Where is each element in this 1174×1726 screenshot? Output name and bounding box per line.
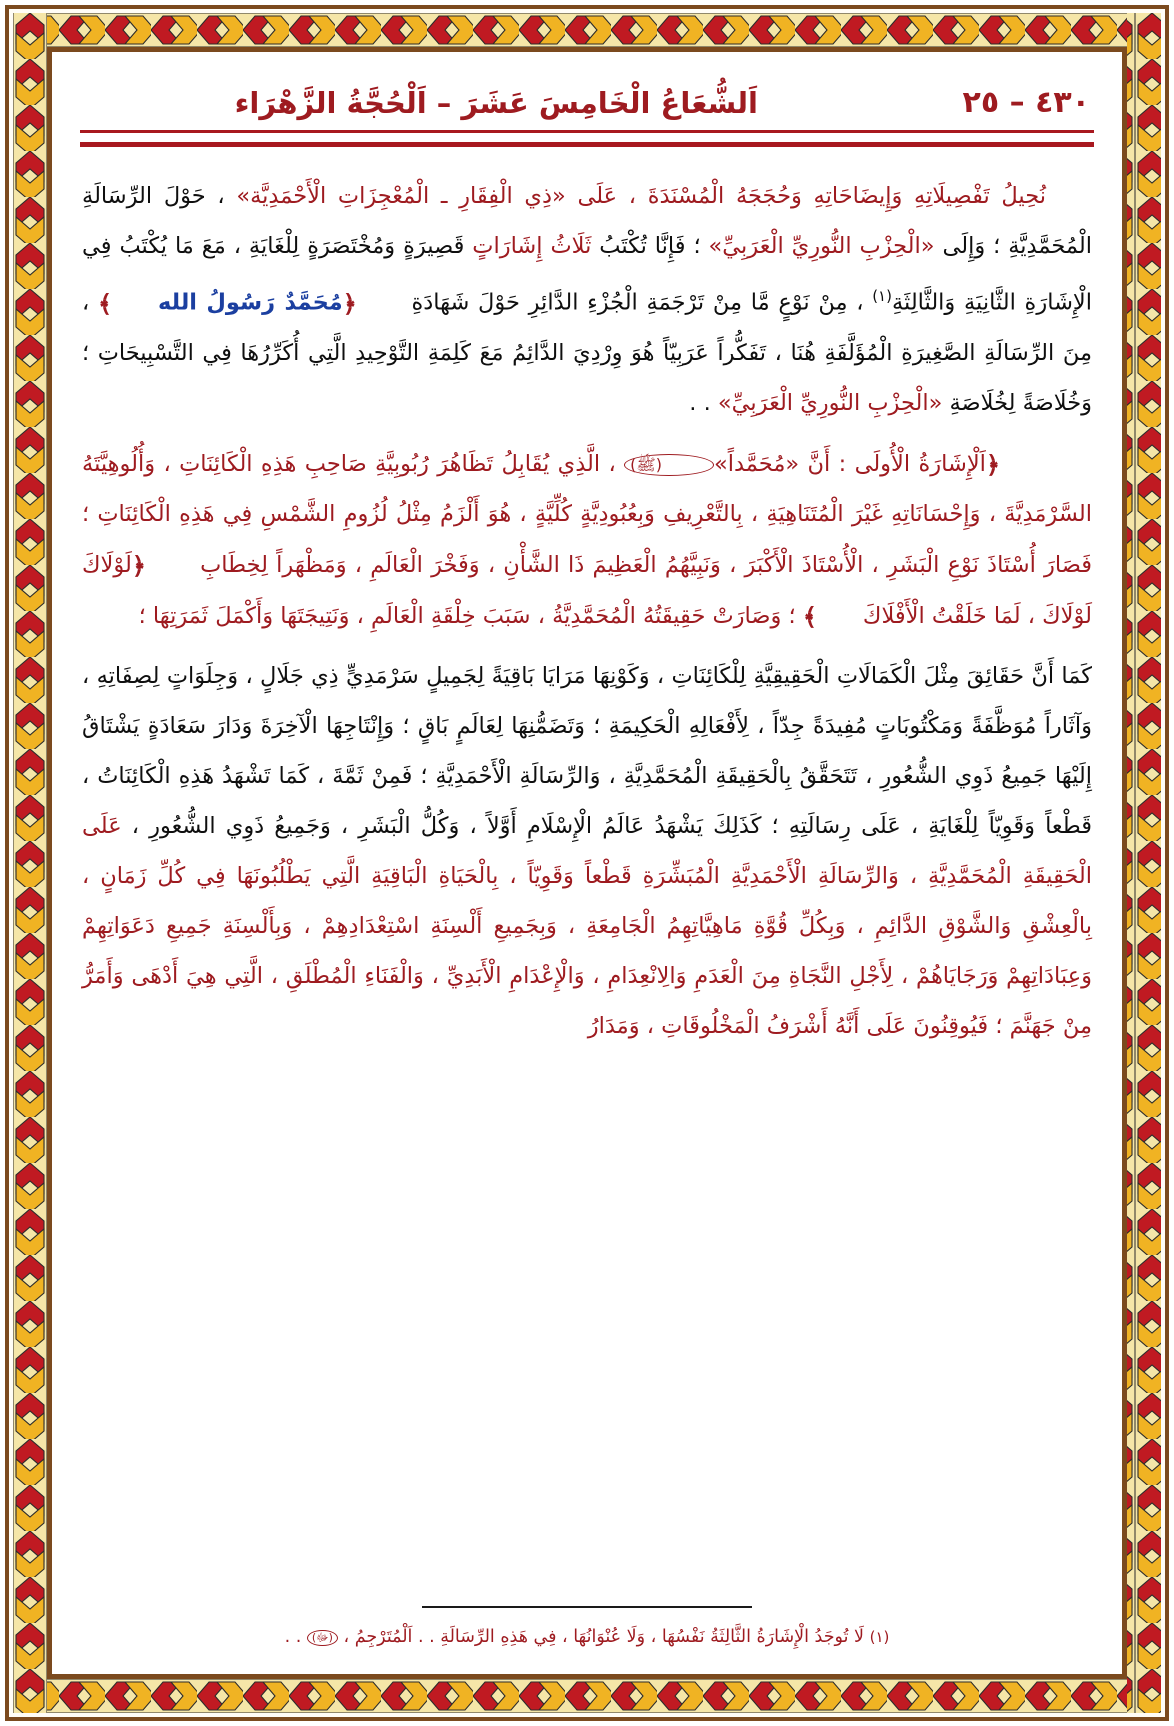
ornament-bracket-open-icon: ﴿: [342, 289, 357, 318]
p2-seg-4: ، الَّذِي يُقَابِلُ تَظَاهُرَ رُبُوبِيَّةِ صَاحِبِ هَذِهِ الْكَائِنَاتِ ، وَأُلُوهِيَّتَهُ السَّرْمَدِيَّةَ ، وَإِحْسَانَاتِهِ غَيْرَ الْمُتَنَاهِيَةِ ، بِالتَّعْرِيفِ وَبِعُبُودِيَّةٍ كُلِّيَّةٍ ، هُوَ أَلْزَمُ مِثْلُ لُزُومِ الشَّمْسِ فِي هَذِهِ الْكَائِنَاتِ ؛ فَصَارَ أُسْتَاذَ نَوْعِ الْبَشَرِ ، الْأُسْتَاذَ الْأَكْبَرَ ، وَنَبِيَّهُمُ الْعَظِيمَ ذَا الشَّأْنِ ، وَفَخْرَ الْعَالَمِ ، وَمَظْهَراً لِخِطَابِ: [82, 450, 1092, 578]
p1-seg-5: ثَلَاثُ إِشَارَاتٍ: [472, 233, 592, 259]
p3-seg-2: عَلَى الْحَقِيقَةِ الْمُحَمَّدِيَّةِ ، وَالرِّسَالَةِ الْأَحْمَدِيَّةِ الْمُبَشِّرَةِ قَطْعاً وَقَوِيّاً ، بِالْحَيَاةِ الْبَاقِيَةِ الَّتِي يَطْلُبُونَهَا فِي كُلِّ زَمَانٍ ، بِالْعِشْقِ وَالشَّوْقِ الدَّائِمِ ، وَبِكُلِّ قُوَّةِ مَاهِيَّاتِهِمُ الْجَامِعَةِ ، وَبِجَمِيعِ أَلْسِنَةِ اسْتِعْدَادِهِمْ ، وَبِأَلْسِنَةِ جَمِيعِ دَعَوَاتِهِمْ وَعِبَادَاتِهِمْ وَرَجَايَاهُمْ ، لِأَجْلِ النَّجَاةِ مِنَ الْعَدَمِ وَالِانْعِدَامِ ، وَالْإِعْدَامِ الْأَبَدِيِّ ، وَالْفَنَاءِ الْمُطْلَقِ ، الَّتِي هِيَ أَدْهَى وَأَمَرُّ مِنْ جَهَنَّمَ ؛ فَيُوقِنُونَ عَلَى أَنَّهُ أَشْرَفُ الْمَخْلُوقَاتِ ، وَمَدَارُ: [82, 812, 1092, 1039]
p1-seg-12: ، مِنَ الرِّسَالَةِ الصَّغِيرَةِ الْمُؤَلَّفَةِ هُنَا ، تَفَكُّراً عَرَبِيّاً هُوَ وِرْدِيَ الدَّائِمُ مَعَ كَلِمَةِ التَّوْحِيدِ الَّتِي أُكَرِّرُهَا فِي التَّسْبِيحَاتِ ؛ وَخُلَاصَةً لِخُلَاصَةِ: [82, 289, 1092, 416]
page-number: ٤٣٠ – ٢٥: [962, 85, 1090, 120]
footnote-number: (١): [869, 1628, 890, 1646]
p1-seg-6: قَصِيرَةٍ وَمُخْتَصَرَةٍ لِلْغَايَةِ ، مَعَ مَا يُكْتَبُ فِي الْإِشَارَةِ الثَّانِيَةِ وَالثَّالِثَةِ: [82, 233, 1092, 316]
p1-seg-4: ؛ فَإِنَّا تُكْتَبُ: [591, 233, 709, 259]
ornament-bracket-open-icon-3: ﴿: [131, 551, 146, 580]
footnote-text: [132, 1622, 1042, 1652]
p2-hadith-quote: لَوْلَاكَ لَوْلَاكَ ، لَمَا خَلَقْتُ الْأَفْلَاكَ: [82, 551, 1092, 629]
p1-seg-2: ، حَوْلَ الرِّسَالَةِ الْمُحَمَّدِيَّةِ ؛ وَإِلَى: [82, 183, 1093, 259]
paragraph-3: [82, 651, 1092, 1051]
ornament-bracket-close-icon-3: ﴾: [802, 602, 817, 631]
footnote-area: [132, 1606, 1042, 1652]
p2-seg-8: ؛ وَصَارَتْ حَقِيقَتُهُ الْمُحَمَّدِيَّةُ ، سَبَبَ خِلْقَةِ الْعَالَمِ ، وَنَتِيجَتَهَا وَأَكْمَلَ ثَمَرَتِهَا ؛: [138, 602, 803, 629]
p1-seg-14: . .: [689, 389, 718, 416]
p3-seg-1: كَمَا أَنَّ حَقَائِقَ مِثْلَ الْكَمَالَاتِ الْحَقِيقِيَّةِ لِلْكَائِنَاتِ ، وَكَوْنِهَا مَرَايَا بَاقِيَةً لِجَمِيلٍ سَرْمَدِيٍّ ذِي جَلَالٍ ، وَجِلَوَاتٍ لِصِفَاتِهِ ، وَآثَاراً مُوَظَّفَةً وَمَكْتُوبَاتٍ مُفِيدَةً جِدّاً ، لِأَفْعَالِهِ الْحَكِيمَةِ ؛ وَتَضَمُّنِهَا لِعَالَمٍ بَاقٍ ؛ وَإِنْتَاجِهَا الْآخِرَةَ وَدَارَ سَعَادَةٍ يَشْتَاقُ إِلَيْهَا جَمِيعُ ذَوِي الشُّعُورِ ، تَتَحَقَّقُ بِالْحَقِيقَةِ الْمُحَمَّدِيَّةِ ، وَالرِّسَالَةِ الْأَحْمَدِيَّةِ ؛ فَمِنْ ثَمَّةَ ، كَمَا تَشْهَدُ هَذِهِ الْكَائِنَاتُ ، قَطْعاً وَقَوِيّاً لِلْغَايَةِ ، عَلَى رِسَالَتِهِ ؛ كَذَلِكَ يَشْهَدُ عَالَمُ الْإِسْلَامِ أَوَّلاً ، وَكُلُّ الْبَشَرِ ، وَجَمِيعُ ذَوِي الشُّعُورِ ،: [82, 662, 1092, 839]
p1-blue-phrase: مُحَمَّدٌ رَسُولُ الله: [158, 289, 343, 316]
paragraph-1: [82, 171, 1092, 428]
book-title: اَلشُّعَاعُ الْخَامِسَ عَشَرَ – اَلْحُجَّةُ الزَّهْرَاء: [234, 86, 758, 120]
footnote-divider-rule: [422, 1606, 752, 1608]
ornament-bracket-open-icon-2: ﴿: [985, 450, 1000, 479]
paragraph-2: [82, 438, 1092, 641]
footnote-body: لَا تُوجَدُ الْإِشَارَةُ الثَّالِثَةُ نَفْسُهَا ، وَلَا عُنْوَانُهَا ، فِي هَذِهِ الرِّسَالَةِ . . اَلْمُتَرْجِمُ ،: [343, 1627, 865, 1647]
footnote-trailing-dots: . .: [284, 1627, 302, 1647]
p1-seg-13: «الْحِزْبِ النُّورِيِّ الْعَرَبِيِّ»: [717, 389, 943, 416]
page-header: [74, 56, 1100, 120]
footnote-reference-marker[interactable]: (١): [872, 287, 892, 305]
ornament-bracket-close-icon: ﴾: [97, 289, 113, 318]
p1-seg-1: نُحِيلُ تَفْصِيلَاتِهِ وَإِيضَاحَاتِهِ وَحُجَجَهُ الْمُسْنَدَةَ ، عَلَى «ذِي الْفِقَارِ ـ الْمُعْجِزَاتِ الْأَحْمَدِيَّة»: [236, 183, 1046, 209]
p1-seg-3: «الْحِزْبِ النُّورِيِّ الْعَرَبِيِّ»: [708, 233, 935, 259]
prophet-honorific-seal-icon: (ﷺ): [624, 454, 714, 476]
page-content: [58, 56, 1116, 1670]
p2-seg-2: اَلْإِشَارَةُ الْأُولَى : أَنَّ «مُحَمَّداً»: [713, 450, 986, 477]
footnote-seal-icon: (ﷻ): [307, 1630, 338, 1646]
p1-seg-8: ، مِنْ نَوْعٍ مَّا مِنْ تَرْجَمَةِ الْجُزْءِ الدَّائِرِ حَوْلَ شَهَادَةِ: [402, 289, 873, 316]
body-text: [74, 147, 1100, 1051]
header-divider-rule: [80, 130, 1094, 147]
